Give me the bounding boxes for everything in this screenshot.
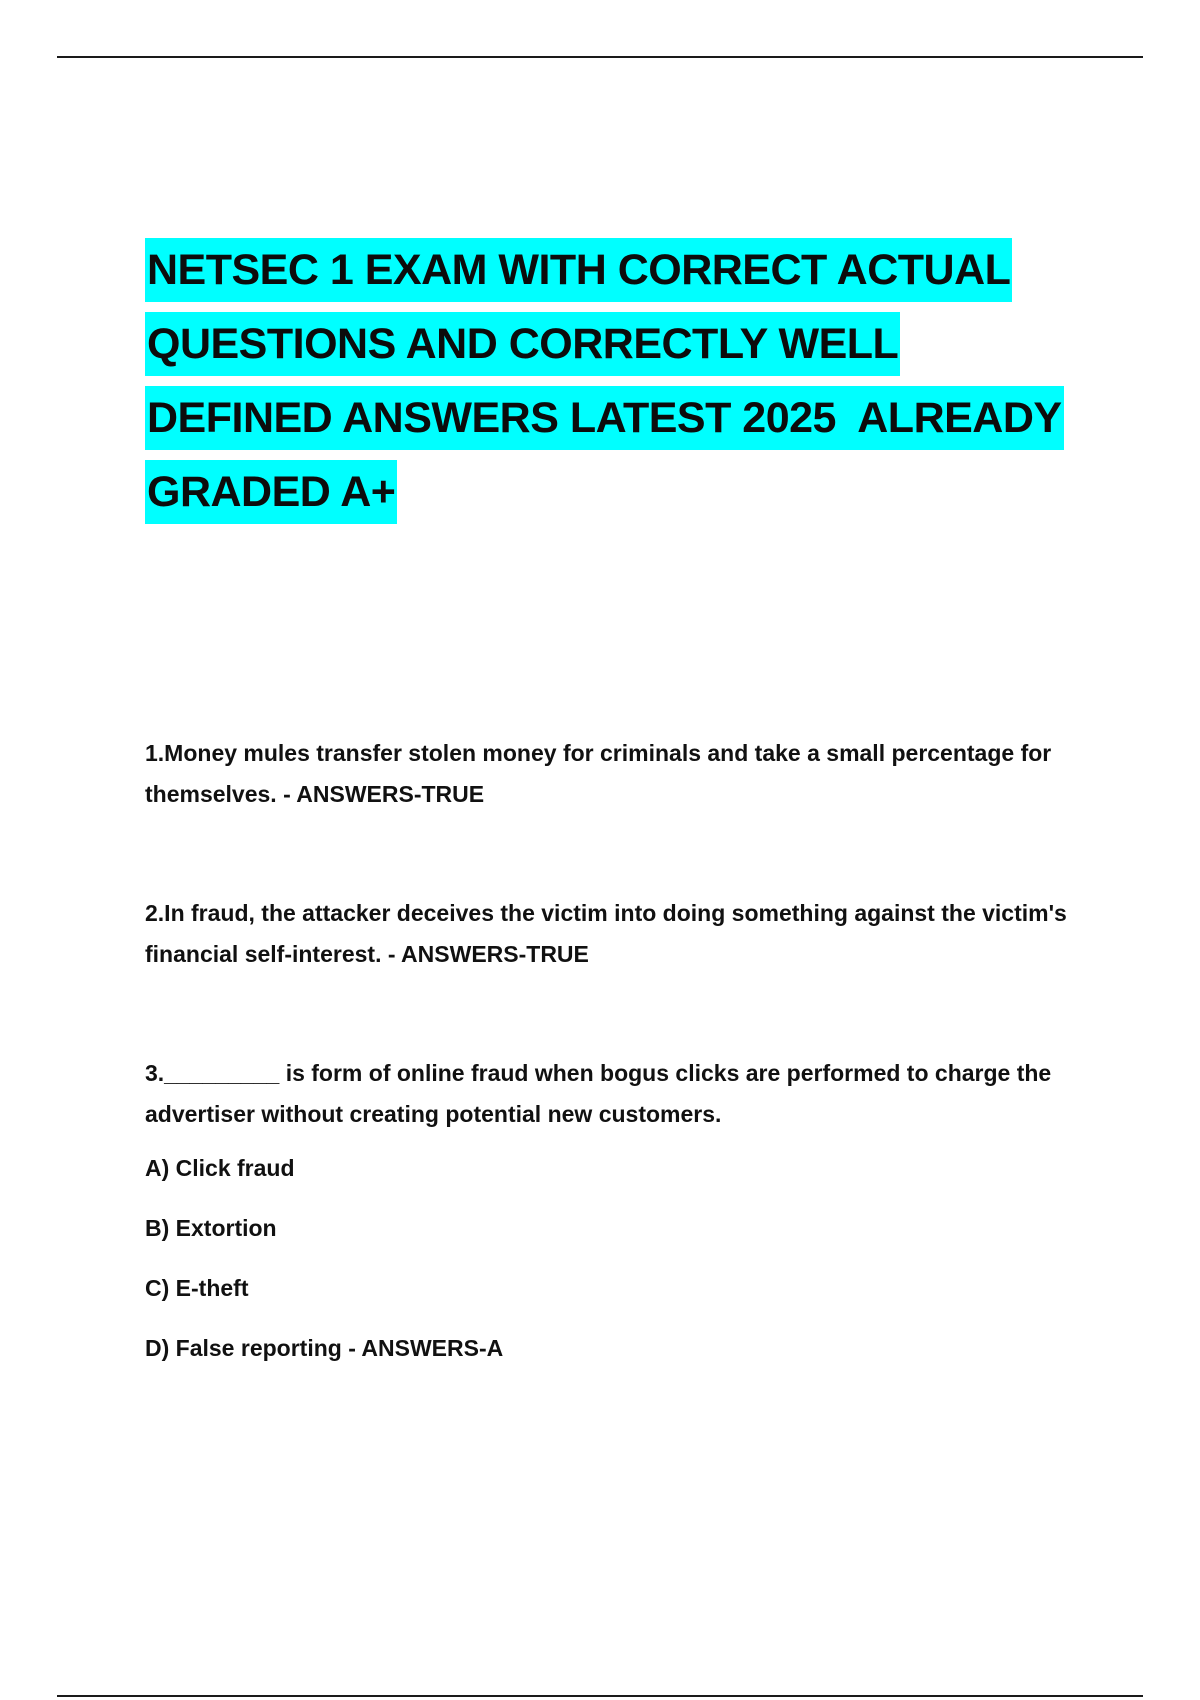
title-line-text: DEFINED ANSWERS LATEST 2025 ALREADY xyxy=(145,386,1064,450)
top-rule xyxy=(57,56,1143,58)
option-a: A) Click fraud xyxy=(145,1155,295,1181)
title-line xyxy=(145,312,1145,376)
option-b: B) Extortion xyxy=(145,1215,277,1241)
question-2: 2.In fraud, the attacker deceives the victim into doing something against the victim's financial self-interest. - ANSWERS-TRUE xyxy=(145,900,1067,967)
question-1: 1.Money mules transfer stolen money for criminals and take a small percentage for themselves. - ANSWERS-TRUE xyxy=(145,740,1052,807)
document-title xyxy=(145,238,1145,534)
option-d: D) False reporting - ANSWERS-A xyxy=(145,1335,504,1361)
title-line-text: QUESTIONS AND CORRECTLY WELL xyxy=(145,312,900,376)
title-line xyxy=(145,238,1145,302)
title-line-text: GRADED A+ xyxy=(145,460,397,524)
questions-section xyxy=(145,733,1105,1393)
title-line xyxy=(145,460,1145,524)
bottom-rule xyxy=(57,1695,1143,1697)
title-line-text: NETSEC 1 EXAM WITH CORRECT ACTUAL xyxy=(145,238,1012,302)
question-3: 3._________ is form of online fraud when bogus clicks are performed to charge the advertiser without creating potential new customers. xyxy=(145,1060,1052,1127)
title-line xyxy=(145,386,1145,450)
option-c: C) E-theft xyxy=(145,1275,249,1301)
